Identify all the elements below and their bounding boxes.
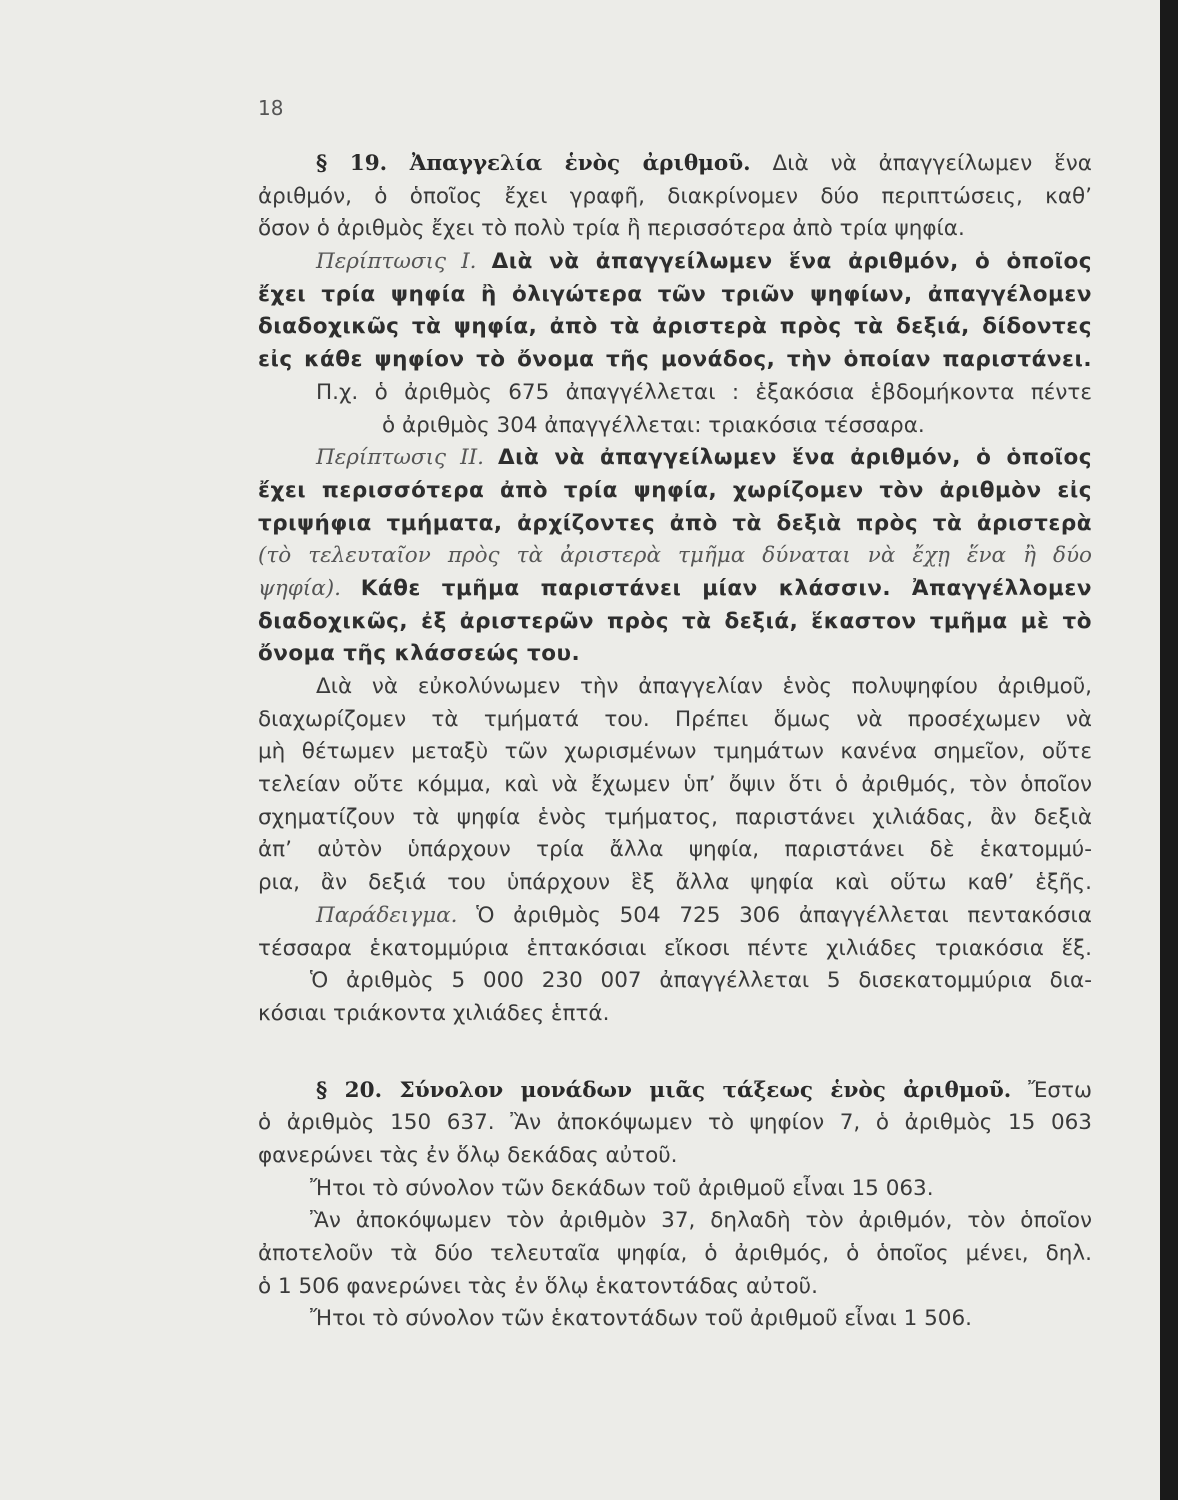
example-line: ὁ ἀριθμὸς 304 ἀπαγγέλλεται: τριακόσια τέσσαρα.: [382, 412, 925, 438]
text-line: κόσιαι τριάκοντα χιλιάδες ἑπτά.: [258, 1000, 610, 1026]
text-line: Ἤτοι τὸ σύνολον τῶν δεκάδων τοῦ ἀριθμοῦ εἶναι 15 063.: [310, 1175, 934, 1201]
text-line: Ἤτοι τὸ σύνολον τῶν ἑκατοντάδων τοῦ ἀριθμοῦ εἶναι 1 506.: [310, 1306, 972, 1332]
text-line: σχηματίζουν τὰ ψηφία ἑνὸς τμήματος, παριστάνει χιλιάδας, ἂν δεξιὰ: [258, 804, 1092, 830]
example-first-line: [258, 900, 1092, 933]
bold-text: Διὰ νὰ ἀπαγγείλωμεν ἕνα ἀριθμόν, ὁ ὁποῖος: [497, 445, 1092, 471]
mixed-line: [258, 573, 1092, 606]
text-line: ρια, ἂν δεξιά του ὑπάρχουν ἓξ ἄλλα ψηφία καὶ οὕτω καθ’ ἑξῆς.: [258, 870, 1092, 896]
text-line: ὅσον ὁ ἀριθμὸς ἔχει τὸ πολὺ τρία ἢ περισσότερα ἀπὸ τρία ψηφία.: [258, 216, 965, 242]
text-line: ἀποτελοῦν τὰ δύο τελευταῖα ψηφία, ὁ ἀριθμός, ὁ ὁποῖος μένει, δηλ.: [258, 1241, 1092, 1266]
case-1-label: Περίπτωσις I.: [316, 249, 477, 275]
bold-text: Διὰ νὰ ἀπαγγείλωμεν ἕνα ἀριθμόν, ὁ ὁποῖος: [491, 249, 1092, 275]
section-20-first-line: [258, 1075, 1092, 1108]
example-label: Παράδειγμα.: [316, 902, 458, 928]
text-line: Ἔστω: [1028, 1077, 1092, 1103]
bold-line: τριψήφια τμήματα, ἀρχίζοντες ἀπὸ τὰ δεξιὰ πρὸς τὰ ἀριστερὰ: [258, 510, 1092, 536]
page-number: 18: [258, 96, 284, 120]
bold-text: Κάθε τμῆμα παριστάνει μίαν κλάσσιν. Ἀπαγγέλλομεν: [360, 575, 1092, 601]
text-line: τέσσαρα ἑκατομμύρια ἑπτακόσιαι εἴκοσι πέντε χιλιάδες τριακόσια ἕξ.: [258, 935, 1092, 961]
text-line: μὴ θέτωμεν μεταξὺ τῶν χωρισμένων τμημάτων κανένα σημεῖον, οὔτε: [258, 739, 1092, 765]
bold-line: ὄνομα τῆς κλάσσεώς του.: [258, 641, 581, 667]
text-line: Ὁ ἀριθμὸς 504 725 306 ἀπαγγέλλεται πεντακόσια: [476, 902, 1092, 928]
text-line: διαχωρίζομεν τὰ τμήματά του. Πρέπει ὅμως νὰ προσέχωμεν νὰ: [258, 706, 1092, 732]
bold-line: διαδοχικῶς, ἐξ ἀριστερῶν πρὸς τὰ δεξιά, ἕκαστον τμῆμα μὲ τὸ: [258, 608, 1092, 634]
italic-note: ψηφία).: [258, 575, 341, 601]
section-19-first-line: [258, 148, 1092, 181]
scan-edge: [1160, 0, 1178, 1500]
page-body: [258, 148, 1092, 1336]
text-line: Διὰ νὰ ἀπαγγείλωμεν ἕνα: [772, 151, 1092, 176]
case-2-first-line: [258, 442, 1092, 475]
text-line: ἀριθμόν, ὁ ὁποῖος ἔχει γραφῆ, διακρίνομεν δύο περιπτώσεις, καθ’: [258, 183, 1092, 209]
case-2-label: Περίπτωσις II.: [316, 445, 484, 471]
text-line: φανερώνει τὰς ἐν ὅλῳ δεκάδας αὐτοῦ.: [258, 1142, 678, 1168]
text-line: Διὰ νὰ εὐκολύνωμεν τὴν ἀπαγγελίαν ἑνὸς πολυψηφίου ἀριθμοῦ,: [316, 674, 1092, 699]
bold-line: ἔχει περισσότερα ἀπὸ τρία ψηφία, χωρίζομεν τὸν ἀριθμὸν εἰς: [258, 477, 1092, 503]
text-line: ὁ 1 506 φανερώνει τὰς ἐν ὅλῳ ἑκατοντάδας αὐτοῦ.: [258, 1273, 818, 1299]
text-line: Ἂν ἀποκόψωμεν τὸν ἀριθμὸν 37, δηλαδὴ τὸν ἀριθμόν, τὸν ὁποῖον: [310, 1208, 1092, 1234]
example-line: Π.χ. ὁ ἀριθμὸς 675 ἀπαγγέλλεται : ἑξακόσια ἑβδομήκοντα πέντε: [316, 379, 1092, 405]
italic-note-line: (τὸ τελευταῖον πρὸς τὰ ἀριστερὰ τμῆμα δύναται νὰ ἔχῃ ἕνα ἢ δύο: [258, 543, 1092, 569]
case-1-first-line: [258, 246, 1092, 279]
text-line: ὁ ἀριθμὸς 150 637. Ἂν ἀποκόψωμεν τὸ ψηφίον 7, ὁ ἀριθμὸς 15 063: [258, 1110, 1092, 1136]
text-line: τελείαν οὔτε κόμμα, καὶ νὰ ἔχωμεν ὑπ’ ὄψιν ὅτι ὁ ἀριθμός, τὸν ὁποῖον: [258, 772, 1092, 798]
section-20-heading: § 20. Σύνολον μονάδων μιᾶς τάξεως ἑνὸς ἀριθμοῦ.: [316, 1077, 1012, 1103]
bold-line: διαδοχικῶς τὰ ψηφία, ἀπὸ τὰ ἀριστερὰ πρὸς τὰ δεξιά, δίδοντες: [258, 314, 1092, 340]
text-line: ἀπ’ αὐτὸν ὑπάρχουν τρία ἄλλα ψηφία, παριστάνει δὲ ἑκατομμύ-: [258, 837, 1092, 863]
bold-line: εἰς κάθε ψηφίον τὸ ὄνομα τῆς μονάδος, τὴν ὁποίαν παριστάνει.: [258, 347, 1092, 373]
bold-line: ἔχει τρία ψηφία ἢ ὀλιγώτερα τῶν τριῶν ψηφίων, ἀπαγγέλομεν: [258, 281, 1092, 307]
section-19-heading: § 19. Ἀπαγγελία ἑνὸς ἀριθμοῦ.: [316, 151, 751, 176]
text-line: Ὁ ἀριθμὸς 5 000 230 007 ἀπαγγέλλεται 5 δισεκατομμύρια δια-: [310, 968, 1092, 994]
section-gap: [258, 1031, 1092, 1075]
